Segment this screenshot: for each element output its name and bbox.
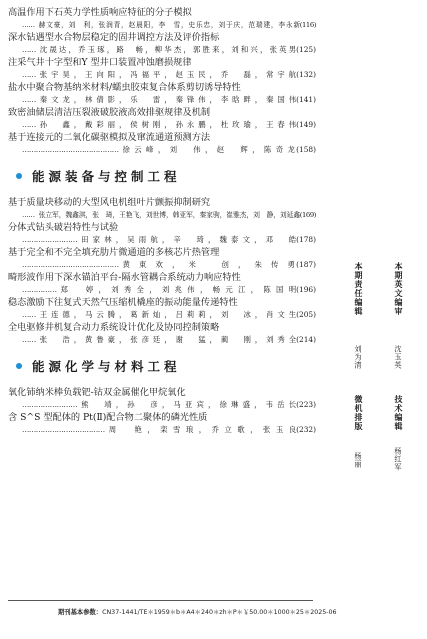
page-number[interactable]: (223)	[296, 400, 316, 409]
page-number[interactable]: (196)	[296, 285, 316, 294]
article-title[interactable]: 全电驱修井机复合动力系统设计优化及协同控制策略	[8, 322, 220, 333]
toc-entry[interactable]	[8, 106, 316, 131]
journal-parameters-label: 期刊基本参数：	[58, 609, 103, 616]
article-authors: 秦文龙，林倩影，乐 雷，秦锋伟，李晗畔，秦国伟	[39, 95, 297, 104]
page-number[interactable]: (116)	[299, 21, 316, 29]
article-byline	[8, 44, 316, 56]
leader-dots: ……	[22, 45, 36, 54]
page-number[interactable]: (125)	[296, 45, 316, 54]
article-byline	[8, 399, 316, 411]
article-authors: 黄東欢，米 创，朱传勇	[122, 260, 297, 269]
article-authors: 沈晟达，乔玉琢，路 畅，柳华杰，郭胜来，刘和兴，张英男	[39, 45, 297, 54]
toc-entry[interactable]	[8, 31, 316, 56]
leader-dots: ………………………………	[22, 425, 105, 434]
section-heading-energy-chemistry	[8, 346, 316, 386]
article-byline	[8, 209, 316, 221]
footer-divider	[8, 600, 313, 601]
article-title[interactable]: 基于完全和不完全填充肋片微通道的多核芯片热管理	[8, 247, 220, 258]
toc-entry[interactable]	[8, 296, 316, 321]
article-title[interactable]: 注采气井十字型和Y 型井口装置冲蚀磨损规律	[8, 57, 192, 68]
toc-entry[interactable]	[8, 386, 316, 411]
toc-entry[interactable]	[8, 81, 316, 106]
article-authors: 张 浩，黄鲁豪，张彦廷，谢 猛，蔺 刚，刘秀全	[39, 335, 297, 344]
leader-dots: ……	[22, 120, 36, 129]
article-authors: 周 艳，栾雪琅，乔立歌，张玉良	[108, 425, 297, 434]
article-authors: 张宇昊，王向阳，冯福平，赵玉民，乔 磊，常宇航	[39, 70, 297, 79]
article-authors: 郑 婷，刘秀全，刘兆伟，畅元江，陈国明	[60, 285, 297, 294]
leader-dots: ……	[22, 21, 35, 29]
leader-dots: ……………	[22, 285, 57, 294]
article-authors: 熊 靖，孙 彦，马亚宾，徐琳盛，韦岳长	[81, 400, 297, 409]
toc-entry[interactable]	[8, 221, 316, 246]
page-number[interactable]: (149)	[296, 120, 316, 129]
typesetting-heading: 微机排版	[354, 395, 363, 431]
page-number[interactable]: (158)	[296, 145, 316, 154]
article-authors: 赫文豪，刘 利，张润青，赵晨阳，李 雪，史乐忠，刘于庆，范瑞建，李永新	[38, 21, 300, 29]
article-title[interactable]: 氧化铈纳米棒负载钯-钴双金属催化甲烷氧化	[8, 387, 186, 398]
responsible-editor-name: 刘为清	[354, 345, 363, 370]
toc-entry[interactable]	[8, 321, 316, 346]
article-byline	[8, 334, 316, 346]
english-editor-name: 沈玉英	[394, 345, 403, 370]
section-heading-energy-equipment	[8, 156, 316, 196]
article-title[interactable]: 含 S^S 型配体的 Pt(Ⅱ)配合物二聚体的磷光性质	[8, 412, 208, 423]
leader-dots: ……………………………………	[22, 145, 119, 154]
article-list-bottom	[8, 386, 316, 436]
page-number[interactable]: (232)	[296, 425, 316, 434]
leader-dots: ……	[22, 310, 36, 319]
article-title[interactable]: 分体式钻头破岩特性与试验	[8, 222, 119, 233]
article-list-middle	[8, 196, 316, 346]
english-editor-heading: 本期英文编审	[394, 262, 403, 316]
leader-dots: ……………………………………	[22, 260, 119, 269]
article-title[interactable]: 稳态激励下往复式天然气压缩机橇座的振动能量传递特性	[8, 297, 238, 308]
article-byline	[8, 284, 316, 296]
article-byline	[8, 119, 316, 131]
article-title[interactable]: 盐水中聚合物基纳米材料/蠕虫胶束复合体系剪切诱导特性	[8, 82, 241, 93]
page-number[interactable]: (214)	[296, 335, 316, 344]
leader-dots: ……	[22, 335, 36, 344]
toc-entry[interactable]	[8, 196, 316, 221]
page-number[interactable]: (141)	[296, 95, 316, 104]
article-title[interactable]: 畸形波作用下深水锚泊平台-隔水管耦合系统动力响应特性	[8, 272, 241, 283]
article-title[interactable]: 深水钻遇型水合物层稳定的固井调控方法及评价指标	[8, 32, 220, 43]
article-title[interactable]: 基于质量块移动的大型风电机组叶片颤振抑制研究	[8, 197, 211, 208]
article-byline	[8, 19, 316, 31]
article-byline	[8, 94, 316, 106]
toc-entry[interactable]	[8, 411, 316, 436]
article-title[interactable]: 致密油储层清洁压裂液破胶液高效排驱规律及机制	[8, 107, 211, 118]
article-byline	[8, 234, 316, 246]
article-authors: 徐云峰，刘 伟，赵 辉，陈奇龙	[122, 145, 297, 154]
toc-entry[interactable]	[8, 131, 316, 156]
technical-editor-heading: 技术编辑	[394, 395, 403, 431]
responsible-editor-heading: 本期责任编辑	[354, 262, 363, 316]
article-authors: 王连德，马云腾，葛新灿，吕莉莉，刘 冰，肖文生	[39, 310, 297, 319]
page-number[interactable]: (205)	[296, 310, 316, 319]
section-title: 能源装备与控制工程	[32, 169, 181, 184]
article-authors: 孙 鑫，戴彩丽，侯树刚，孙永鹏，杜玫瑜，王春伟	[39, 120, 297, 129]
leader-dots: ……	[22, 95, 36, 104]
article-byline	[8, 424, 316, 436]
article-authors: 田家林，吴雨航，辛 琦，魏泰文，邓 皓	[81, 235, 297, 244]
article-list-top	[8, 6, 316, 156]
section-title: 能源化学与材料工程	[32, 359, 181, 374]
toc-entry[interactable]	[8, 6, 316, 31]
journal-parameters-value: CN37-1441/TE＊1959＊b＊A4＊240＊zh＊P＊￥50.00＊1000＊25＊2025-06	[102, 609, 337, 616]
article-title[interactable]: 高温作用下石英力学性质响应特征的分子模拟	[8, 7, 192, 18]
leader-dots: ……………………	[22, 235, 78, 244]
typesetting-name: 杨丽	[354, 452, 363, 469]
page-number[interactable]: (169)	[299, 211, 316, 219]
page-number[interactable]: (178)	[296, 235, 316, 244]
article-title[interactable]: 基于连接元的二氧化碳驱模拟及窜流通道预测方法	[8, 132, 211, 143]
section-bullet-icon	[16, 173, 22, 179]
leader-dots: ……	[22, 70, 36, 79]
toc-entry[interactable]	[8, 271, 316, 296]
journal-parameters	[58, 607, 337, 616]
article-byline	[8, 144, 316, 156]
table-of-contents	[8, 6, 316, 436]
article-byline	[8, 259, 316, 271]
page-number[interactable]: (132)	[296, 70, 316, 79]
leader-dots: ……	[22, 211, 35, 219]
page-number[interactable]: (187)	[296, 260, 316, 269]
article-byline	[8, 69, 316, 81]
article-byline	[8, 309, 316, 321]
toc-entry[interactable]	[8, 246, 316, 271]
toc-entry[interactable]	[8, 56, 316, 81]
technical-editor-name: 杨红军	[394, 447, 403, 472]
article-authors: 张立军，魏鑫淇，张 琦，王艳飞，刘世博，韩亚军，秦家驹，崔雅杰，刘 静，刘延鑫	[38, 211, 300, 219]
leader-dots: ……………………	[22, 400, 78, 409]
section-bullet-icon	[16, 363, 22, 369]
